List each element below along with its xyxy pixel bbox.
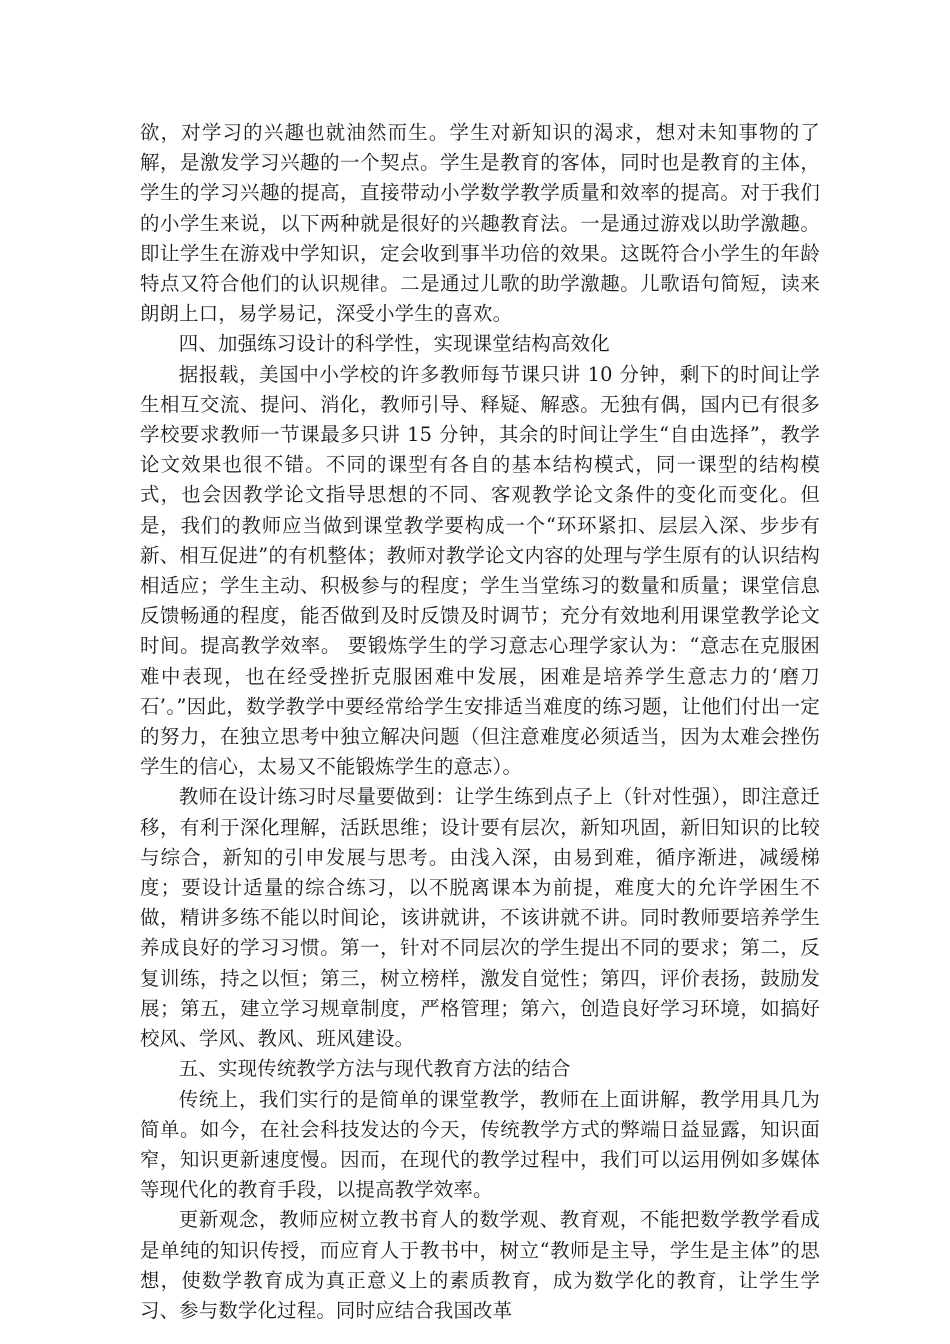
document-body	[140, 118, 820, 1326]
section-heading-5: 五、实现传统教学方法与现代教育方法的结合	[178, 1057, 571, 1081]
section-heading-4: 四、加强练习设计的科学性，实现课堂结构高效化	[178, 332, 610, 356]
paragraph-intro-continued: 欲，对学习的兴趣也就油然而生。学生对新知识的渴求，想对未知事物的了解，是激发学习兴趣的一个契点。学生是教育的客体，同时也是教育的主体，学生的学习兴趣的提高，直接带动小学数学教学质量和效率的提高。对于我们的小学生来说，以下两种就是很好的兴趣教育法。一是通过游戏以助学激趣。即让学生在游戏中学知识，定会收到事半功倍的效果。这既符合小学生的年龄特点又符合他们的认识规律。二是通过儿歌的助学激趣。儿歌语句简短，读来朗朗上口，易学易记，深受小学生的喜欢。	[140, 121, 820, 326]
paragraph-traditional-teaching: 传统上，我们实行的是简单的课堂教学，教师在上面讲解，教学用具几为简单。如今，在社会科技发达的今天，传统教学方式的弊端日益显露，知识面窄，知识更新速度慢。因而，在现代的教学过程中，我们可以运用例如多媒体等现代化的教育手段，以提高教学效率。	[140, 1087, 820, 1202]
paragraph-classroom-efficiency: 据报载，美国中小学校的许多教师每节课只讲 10 分钟，剩下的时间让学生相互交流、提问、消化，教师引导、释疑、解惑。无独有偶，国内已有很多学校要求教师一节课最多只讲 15 分钟，其余的时间让学生“自由选择”，教学论文效果也很不错。不同的课型有各自的基本结构模式，同一课型的结构模式，也会因教学论文指导思想的不同、客观教学论文条件的变化而变化。但是，我们的教师应当做到课堂教学要构成一个“环环紧扣、层层入深、步步有新、相互促进”的有机整体；教师对教学论文内容的处理与学生原有的认识结构相适应；学生主动、积极参与的程度；学生当堂练习的数量和质量；课堂信息反馈畅通的程度，能否做到及时反馈及时调节；充分有效地利用课堂教学论文时间。提高教学效率。 要锻炼学生的学习意志心理学家认为：“意志在克服困难中表现，也在经受挫折克服困难中发展，困难是培养学生意志力的‘磨刀石’。”因此，数学教学中要经常给学生安排适当难度的练习题，让他们付出一定的努力，在独立思考中独立解决问题（但注意难度必须适当，因为太难会挫伤学生的信心，太易又不能锻炼学生的意志）。	[140, 362, 820, 779]
paragraph-exercise-design: 教师在设计练习时尽量要做到：让学生练到点子上（针对性强），即注意迁移，有利于深化理解，活跃思维；设计要有层次，新知巩固，新旧知识的比较与综合，新知的引申发展与思考。由浅入深，由易到难，循序渐进，减缓梯度；要设计适量的综合练习，以不脱离课本为前提，难度大的允许学困生不做，精讲多练不能以时间论，该讲就讲，不该讲就不讲。同时教师要培养学生养成良好的学习习惯。第一，针对不同层次的学生提出不同的要求；第二，反复训练，持之以恒；第三，树立榜样，激发自觉性；第四，评价表扬，鼓励发展；第五，建立学习规章制度，严格管理；第六，创造良好学习环境，如搞好校风、学风、教风、班风建设。	[140, 785, 820, 1051]
paragraph-update-concepts: 更新观念，教师应树立教书育人的数学观、教育观，不能把数学教学看成是单纯的知识传授，而应育人于教书中，树立“教师是主导，学生是主体”的思想，使数学教育成为真正意义上的素质教育，成为数学化的教育，让学生学习、参与数学化过程。同时应结合我国改革	[140, 1208, 820, 1322]
